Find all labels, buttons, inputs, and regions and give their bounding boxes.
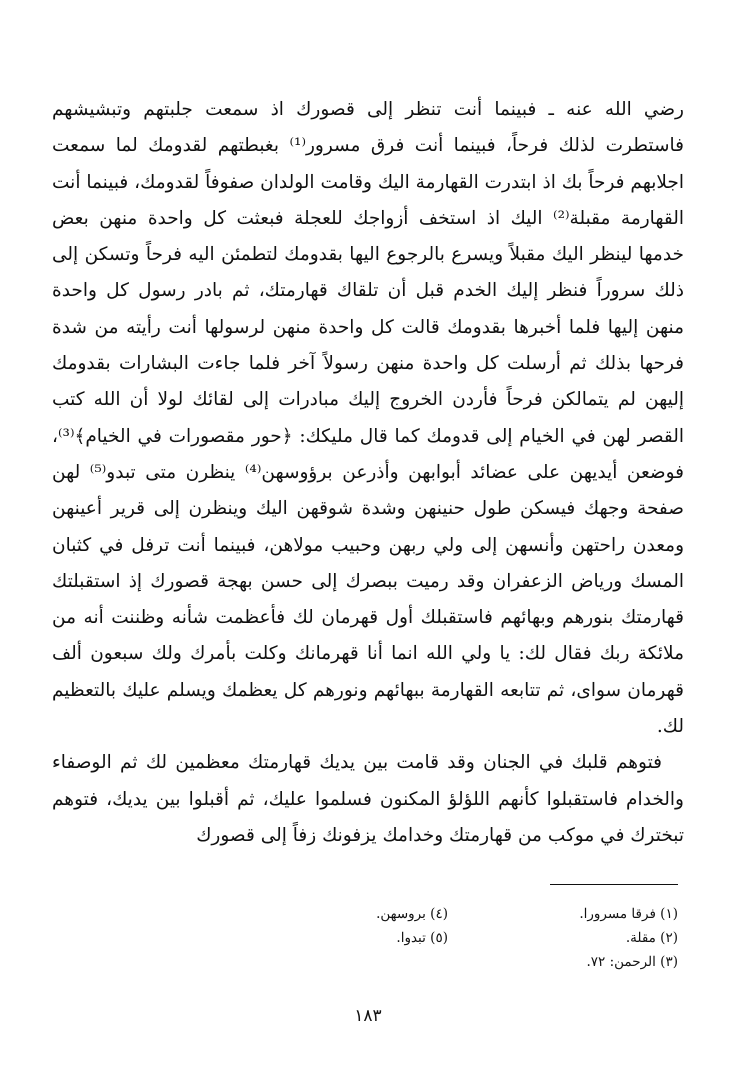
- footnote-5: (٥) تبدوا.: [396, 930, 448, 946]
- footnote-row: [60, 902, 678, 926]
- paragraph-2: فتوهم قلبك في الجنان وقد قامت بين يديك قهارمتك معظمين لك ثم الوصفاء والخدام فاستقبلوا كأنهم اللؤلؤ المكنون فسلموا عليك، ثم أقبلوا بين يديك، فتوهم تبخترك في موكب من قهارمتك وخدامك يزفونك زفاً إلى قصورك: [52, 752, 684, 846]
- footnote-3: (٣) الرحمن: ٧٢.: [586, 954, 678, 970]
- main-text: [52, 92, 684, 854]
- page-number: ١٨٣: [354, 1006, 382, 1026]
- footnote-separator: [550, 884, 678, 885]
- footnote-1: (١) فرقا مسرورا.: [579, 906, 678, 922]
- footnotes: [60, 902, 678, 974]
- footnote-row: [60, 950, 678, 974]
- footnote-4: (٤) بروسهن.: [376, 906, 448, 922]
- paragraph-1: رضي الله عنه ـ فبينما أنت تنظر إلى قصورك اذ سمعت جلبتهم وتبشيشهم فاستطرت لذلك فرحاً، فبينما أنت فرق مسرور⁽¹⁾ بغبطتهم لقدومك لما سمعت اجلابهم فرحاً بك اذ ابتدرت القهارمة اليك وقامت الولدان صفوفاً لقدومك، فبينما أنت القهارمة مقبلة⁽²⁾ اليك اذ استخف أزواجك للعجلة فبعثت كل واحدة منهن بعض خدمها لينظر اليك مقبلاً ويسرع بالرجوع اليها بقدومك لتطمئن اليه فرحاً وتسكن إلى ذلك سروراً فنظر إليك الخدم قبل أن تلقاك قهارمتك، ثم بادر رسول كل واحدة منهن إليها فلما أخبرها بقدومك قالت كل واحدة منهن لرسولها أنت رأيته من شدة فرحها بذلك ثم أرسلت كل واحدة منهن رسولاً آخر فلما جاءت البشارات بقدومك إليهن لم يتمالكن فرحاً فأردن الخروج إليك مبادرات إلى لقائك لولا أن الله كتب القصر لهن في الخيام إلى قدومك كما قال مليكك: ﴿حور مقصورات في الخيام﴾⁽³⁾، فوضعن أيديهن على عضائد أبوابهن وأذرعن برؤوسهن⁽⁴⁾ ينظرن متى تبدو⁽⁵⁾ لهن صفحة وجهك فيسكن طول حنينهن وشدة شوقهن اليك وينظرن إلى قرير أعينهن ومعدن راحتهن وأنسهن إلى ولي ربهن وحبيب مولاهن، فبينما أنت ترفل في كثبان المسك ورياض الزعفران وقد رميت ببصرك إلى حسن بهجة قصورك إذ استقبلتك قهارمتك بنورهم وبهائهم فاستقبلك أول قهرمان لك فأعظمت شأنه وظننت أنه من ملائكة ربك فقال لك: يا ولي الله انما أنا قهرمانك وكلت بأمرك ولك سبعون ألف قهرمان سواى، ثم تتابعه القهارمة ببهائهم ونورهم كل يعظمك ويسلم عليك بالتعظيم لك.: [52, 99, 685, 738]
- footnote-2: (٢) مقلة.: [625, 930, 678, 946]
- footnote-row: [60, 926, 678, 950]
